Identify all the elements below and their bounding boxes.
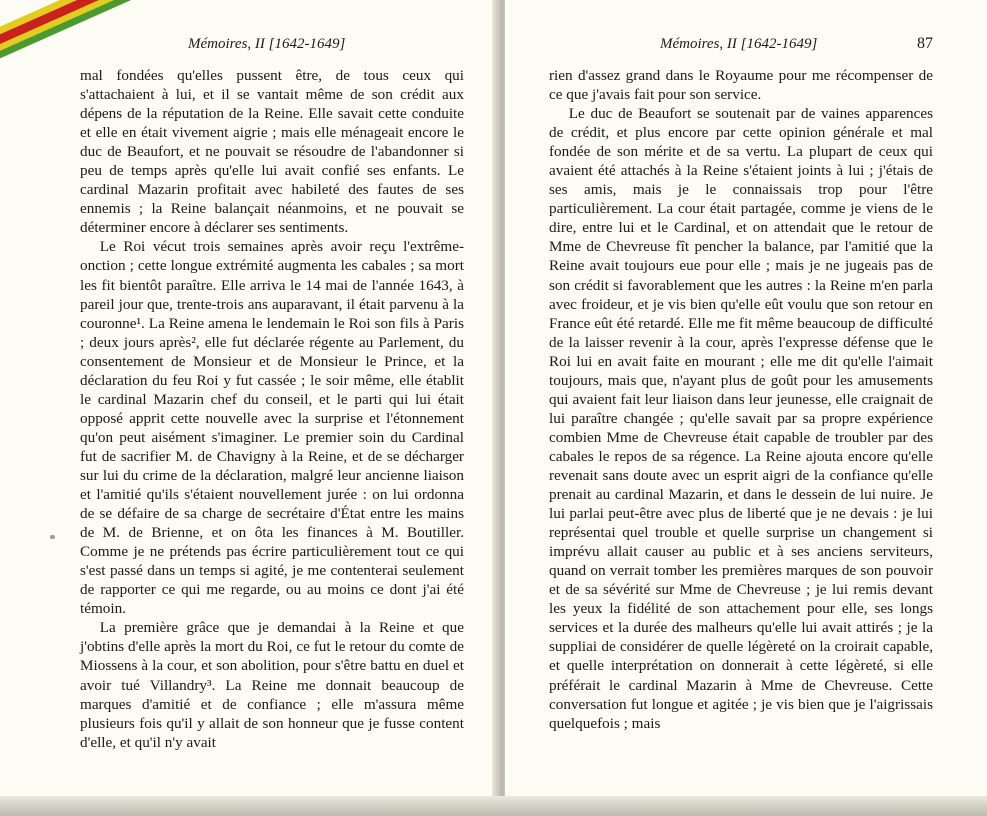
paragraph: La première grâce que je demandai à la Reine et que j'obtins d'elle après la mort du Roi, ce fut le retour du comte de Miossens à la cour, et son abolition, pour s'être battu en duel et avoir tué Villandry³. La Reine me donnait beaucoup de marques d'amitié et de confiance ; elle m'assura même plusieurs fois qu'il y allait de son honneur que je fusse content d'elle, et qu'il n'y avait: [80, 619, 464, 751]
right-page-text: [549, 66, 933, 733]
paper-speck: [50, 535, 55, 539]
right-page: [505, 0, 987, 800]
paragraph: Le duc de Beaufort se soutenait par de vaines apparences de crédit, et plus encore par cette opinion générale et mal fondée de son mérite et de sa vertu. La plupart de ceux qui avaient été attachés à la Reine s'étaient joints à lui ; j'étais de ses amis, mais je le connaissais trop pour l'être particulièrement. La cour était partagée, comme je viens de le dire, entre lui et le Cardinal, et on attendait que le retour de Mme de Chevreuse fît pencher la balance, par l'amitié que la Reine avait toujours eue pour elle ; mais je ne jugeais pas de son crédit si favorablement que les autres : la Reine m'en parla avec froideur, et je vis bien qu'elle eût voulu que son retour en France eût été retardé. Elle me fit même beaucoup de difficulté de la laisser revenir à la cour, après l'expresse défense que le Roi lui en avait faite en mourant ; elle me dit qu'elle l'aimait toujours, mais que, n'ayant plus de goût pour les amusements qui avaient fait leur liaison dans leur jeunesse, elle craignait de lui paraître changée ; qu'elle savait par sa propre expérience combien Mme de Chevreuse était capable de troubler par des cabales le repos de sa régence. La Reine ajouta encore qu'elle revenait sans doute avec un esprit aigri de la confiance qu'elle prenait au cardinal Mazarin, et dans le dessein de lui nuire. Je lui parlai peut-être avec plus de liberté que je ne devais : je lui représentai quel trouble et quelle surprise un changement si imprévu allait causer au public et à ses anciens serviteurs, quand on verrait tomber les premières marques de son pouvoir et de sa sévérité sur Mme de Chevreuse ; je lui remis devant les yeux la fidélité de son attachement pour elle, ses longs services et la durée des malheurs qu'elle lui avait attirés ; je la suppliai de considérer de quelle légèreté on la croirait capable, et quelle interprétation on donnerait à cette légèreté, si elle préférait le cardinal Mazarin à Mme de Chevreuse. Cette conversation fut longue et agitée ; je vis bien que je l'aigrissais quelquefois ; mais: [549, 105, 933, 732]
paragraph: Le Roi vécut trois semaines après avoir reçu l'extrême-onction ; cette longue extrémité augmenta les cabales ; sa mort les fit bientôt paraître. Elle arriva le 14 mai de l'année 1643, à pareil jour que, trente-trois ans auparavant, il était parvenu à la couronne¹. La Reine amena le lendemain le Roi son fils à Paris ; deux jours après², elle fut déclarée régente au Parlement, du consentement de Monsieur et de Monsieur le Prince, et la déclaration du feu Roi y fut cassée ; le soir même, elle établit le cardinal Mazarin chef du conseil, et le parti qui lui était opposé apprit cette nouvelle avec la surprise et l'étonnement qu'on peut aisément s'imaginer. Le premier soin du Cardinal fut de sacrifier M. de Chavigny à la Reine, et de se décharger sur lui du crime de la déclaration, malgré leur ancienne liaison et l'amitié qu'ils s'étaient nouvellement jurée : on lui ordonna de se défaire de sa charge de secrétaire d'État entre les mains de M. de Brienne, et on ôta les finances à M. Boutiller. Comme je ne prétends pas écrire particulièrement tout ce qui s'est passé dans un temps si agité, je me contenterai seulement de rapporter ce qui me regarde, ou au moins ce dont j'ai été témoin.: [80, 238, 464, 618]
left-page-text: [80, 66, 464, 752]
running-header-right: Mémoires, II [1642-1649]: [660, 36, 818, 52]
running-header-left: Mémoires, II [1642-1649]: [188, 36, 346, 52]
bookmark-ribbon: [0, 0, 220, 67]
left-page: [0, 0, 497, 800]
page-number: 87: [917, 35, 933, 52]
paragraph: rien d'assez grand dans le Royaume pour me récompenser de ce que j'avais fait pour son service.: [549, 67, 933, 104]
paragraph: mal fondées qu'elles pussent être, de tous ceux qui s'attachaient à lui, et il se vantait même de son crédit aux dépens de la réputation de la Reine. Elle savait cette conduite et elle en était vivement aigrie ; mais elle ménageait encore le duc de Beaufort, et ne pouvait se résoudre de l'abandonner si peu de temps après qu'elle lui avait confié ses enfants. Le cardinal Mazarin profitait avec habileté des fautes de ses ennemis ; la Reine balançait néanmoins, et ne pouvait se déterminer encore à déclarer ses sentiments.: [80, 67, 464, 237]
page-stack-edge: [0, 796, 987, 816]
